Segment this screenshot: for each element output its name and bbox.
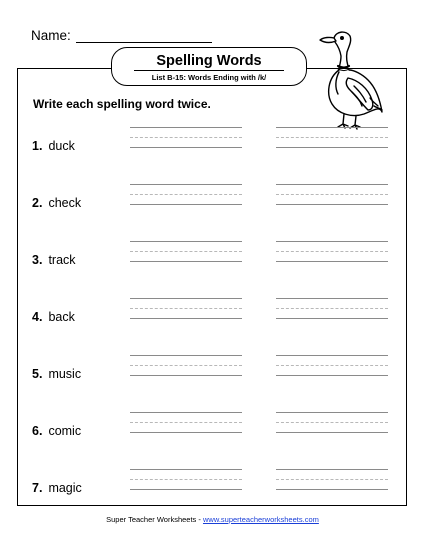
word-number: 4.	[32, 310, 43, 324]
worksheet-frame	[17, 68, 407, 506]
writing-line-top	[276, 184, 388, 185]
word-number: 7.	[32, 481, 43, 495]
writing-line-top	[276, 355, 388, 356]
writing-line-top	[130, 355, 242, 356]
page-subtitle: List B-15: Words Ending with /k/	[151, 73, 267, 82]
word-item	[32, 196, 81, 210]
writing-line-base[interactable]	[276, 489, 388, 490]
word-text: duck	[48, 139, 75, 153]
writing-line-mid	[276, 194, 388, 195]
writing-line-base[interactable]	[130, 432, 242, 433]
writing-line-mid	[276, 137, 388, 138]
footer-text: Super Teacher Worksheets -	[106, 515, 203, 524]
writing-line-top	[130, 127, 242, 128]
writing-line-top	[130, 184, 242, 185]
writing-line-base[interactable]	[130, 204, 242, 205]
writing-line-top	[130, 298, 242, 299]
name-line[interactable]	[76, 42, 212, 43]
writing-line-top	[130, 469, 242, 470]
writing-line-top	[276, 127, 388, 128]
word-item	[32, 367, 81, 381]
writing-line-mid	[130, 479, 242, 480]
writing-line-mid	[130, 194, 242, 195]
footer-link[interactable]: www.superteacherworksheets.com	[202, 515, 319, 524]
writing-line-base[interactable]	[276, 375, 388, 376]
word-text: check	[48, 196, 82, 210]
writing-line-base[interactable]	[276, 432, 388, 433]
title-divider	[134, 70, 284, 71]
writing-line-base[interactable]	[276, 261, 388, 262]
writing-line-mid	[276, 308, 388, 309]
duck-icon	[318, 28, 384, 132]
writing-line-mid	[276, 251, 388, 252]
writing-line-base[interactable]	[130, 147, 242, 148]
word-number: 6.	[32, 424, 43, 438]
writing-line-base[interactable]	[130, 261, 242, 262]
word-item	[32, 310, 75, 324]
word-item	[32, 139, 75, 153]
instruction-text: Write each spelling word twice.	[33, 97, 211, 111]
writing-line-base[interactable]	[130, 318, 242, 319]
writing-line-top	[276, 469, 388, 470]
word-item	[32, 481, 82, 495]
word-number: 3.	[32, 253, 43, 267]
writing-line-base[interactable]	[130, 489, 242, 490]
word-number: 5.	[32, 367, 43, 381]
word-text: comic	[48, 424, 82, 438]
word-number: 1.	[32, 139, 43, 153]
writing-line-top	[276, 412, 388, 413]
word-text: magic	[48, 481, 82, 495]
writing-line-mid	[276, 365, 388, 366]
writing-line-mid	[130, 308, 242, 309]
writing-line-base[interactable]	[276, 318, 388, 319]
writing-line-top	[130, 412, 242, 413]
word-text: music	[48, 367, 82, 381]
writing-line-mid	[276, 479, 388, 480]
writing-line-base[interactable]	[276, 204, 388, 205]
writing-line-top	[276, 298, 388, 299]
writing-line-top	[130, 241, 242, 242]
writing-line-mid	[130, 137, 242, 138]
title-box	[111, 47, 307, 86]
footer	[0, 515, 425, 524]
writing-line-mid	[130, 365, 242, 366]
word-text: back	[48, 310, 75, 324]
page-title: Spelling Words	[156, 53, 262, 69]
word-item	[32, 424, 81, 438]
writing-line-top	[276, 241, 388, 242]
word-number: 2.	[32, 196, 43, 210]
name-label: Name:	[31, 28, 71, 43]
writing-line-base[interactable]	[276, 147, 388, 148]
word-item	[32, 253, 76, 267]
word-text: track	[48, 253, 76, 267]
writing-line-mid	[276, 422, 388, 423]
writing-line-mid	[130, 251, 242, 252]
writing-line-base[interactable]	[130, 375, 242, 376]
writing-line-mid	[130, 422, 242, 423]
